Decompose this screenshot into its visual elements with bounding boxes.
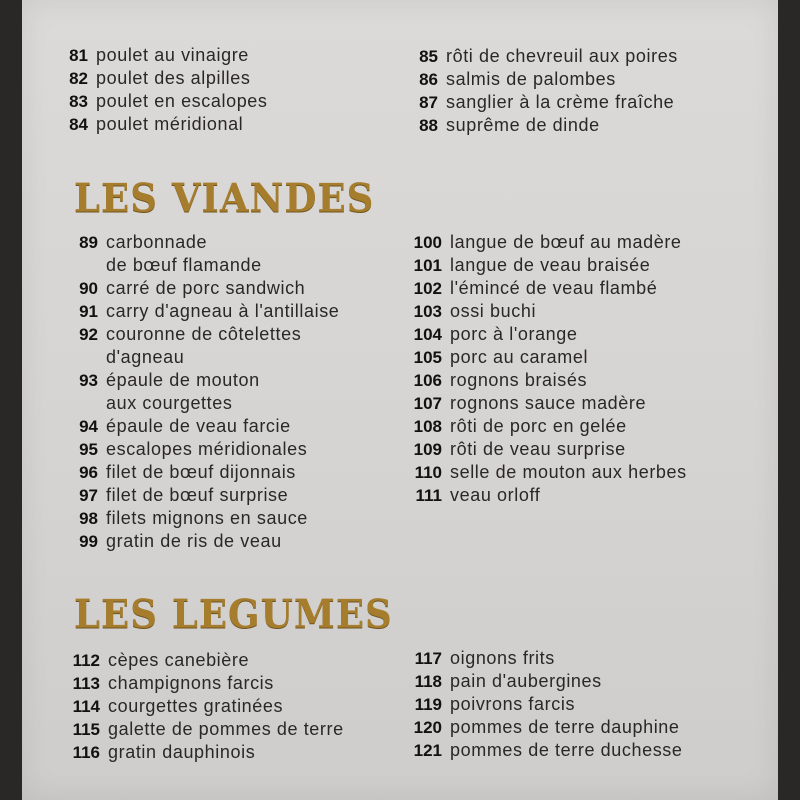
recipe-number: 118 — [414, 672, 442, 691]
recipe-index-row — [22, 739, 683, 762]
recipe-number: 88 — [419, 116, 438, 135]
recipe-index-row — [22, 647, 683, 670]
recipe-title: poulet des alpilles — [96, 68, 251, 88]
recipe-title: courgettes gratinées — [108, 696, 284, 716]
recipe-index-row — [22, 300, 687, 323]
recipe-number: 93 — [79, 371, 98, 390]
recipe-title: de bœuf flamande — [106, 255, 262, 275]
recipe-title: rôti de chevreuil aux poires — [446, 46, 678, 66]
recipe-title: couronne de côtelettes — [106, 324, 302, 344]
recipe-number: 115 — [72, 720, 100, 739]
recipe-title: gratin de ris de veau — [106, 531, 282, 551]
recipe-number: 114 — [72, 697, 100, 716]
recipe-number: 94 — [79, 417, 98, 436]
recipe-index-row — [22, 716, 683, 739]
recipe-title: poulet méridional — [96, 114, 244, 134]
recipe-index-row — [22, 254, 687, 277]
recipe-number: 112 — [72, 651, 100, 670]
recipe-index-row — [22, 530, 339, 553]
recipe-number: 95 — [79, 440, 98, 459]
recipe-number: 96 — [79, 463, 98, 482]
recipe-title: poulet en escalopes — [96, 91, 268, 111]
recipe-number: 108 — [413, 417, 442, 436]
recipe-title: oignons frits — [450, 648, 555, 668]
recipe-number: 120 — [413, 718, 442, 737]
recipe-title: épaule de veau farcie — [106, 416, 291, 436]
recipe-title: aux courgettes — [106, 393, 233, 413]
top-right-list — [22, 45, 678, 137]
recipe-title: champignons farcis — [108, 673, 274, 693]
recipe-title: suprême de dinde — [446, 115, 600, 135]
recipe-index-row — [22, 277, 687, 300]
recipe-title: poulet au vinaigre — [96, 45, 249, 65]
recipe-number: 105 — [413, 348, 442, 367]
recipe-number: 97 — [79, 486, 98, 505]
recipe-title: cèpes canebière — [108, 650, 250, 670]
recipe-title: galette de pommes de terre — [108, 719, 344, 739]
recipe-title: selle de mouton aux herbes — [450, 462, 687, 482]
recipe-index-row — [22, 461, 687, 484]
recipe-title: ossi buchi — [450, 301, 537, 321]
recipe-title: salmis de palombes — [446, 69, 616, 89]
recipe-number: 110 — [414, 463, 442, 482]
recipe-number: 100 — [413, 233, 442, 252]
recipe-number: 116 — [72, 743, 100, 762]
recipe-title: épaule de mouton — [106, 370, 260, 390]
recipe-index-row — [22, 323, 687, 346]
recipe-number: 99 — [79, 532, 98, 551]
recipe-title: langue de bœuf au madère — [450, 232, 682, 252]
recipe-title: poivrons farcis — [450, 694, 576, 714]
recipe-title: carry d'agneau à l'antillaise — [106, 301, 340, 321]
recipe-title: pommes de terre duchesse — [450, 740, 683, 760]
recipe-index-row — [22, 68, 678, 91]
recipe-number: 85 — [419, 47, 438, 66]
recipe-title: rôti de veau surprise — [450, 439, 626, 459]
recipe-title: gratin dauphinois — [108, 742, 256, 762]
recipe-index-row — [22, 114, 678, 137]
recipe-title: porc au caramel — [450, 347, 589, 367]
recipe-index-row — [22, 670, 683, 693]
recipe-number: 101 — [413, 256, 442, 275]
recipe-number: 103 — [413, 302, 442, 321]
recipe-number: 107 — [413, 394, 442, 413]
recipe-title: d'agneau — [106, 347, 185, 367]
recipe-number: 113 — [72, 674, 100, 693]
recipe-title: filets mignons en sauce — [106, 508, 308, 528]
recipe-title: carré de porc sandwich — [106, 278, 306, 298]
recipe-number: 98 — [79, 509, 98, 528]
recipe-title: langue de veau braisée — [450, 255, 651, 275]
recipe-index-row — [22, 346, 687, 369]
recipe-title: rognons braisés — [450, 370, 588, 390]
recipe-index-row — [22, 438, 687, 461]
recipe-number: 106 — [413, 371, 442, 390]
book-page — [22, 0, 778, 800]
recipe-title: filet de bœuf dijonnais — [106, 462, 296, 482]
recipe-index-row — [22, 369, 687, 392]
recipe-number: 83 — [69, 92, 88, 111]
recipe-index-row — [22, 231, 687, 254]
recipe-title: filet de bœuf surprise — [106, 485, 289, 505]
recipe-number: 109 — [413, 440, 442, 459]
recipe-index-row — [22, 392, 687, 415]
recipe-title: pommes de terre dauphine — [450, 717, 680, 737]
recipe-number: 82 — [69, 69, 88, 88]
recipe-number: 92 — [79, 325, 98, 344]
recipe-index-row — [22, 484, 687, 507]
section-heading-viandes: LES VIANDES — [74, 174, 375, 222]
recipe-number: 121 — [413, 741, 442, 760]
recipe-title: sanglier à la crème fraîche — [446, 92, 675, 112]
recipe-number: 86 — [419, 70, 438, 89]
recipe-index-row — [22, 91, 678, 114]
recipe-index-row — [22, 507, 339, 530]
recipe-index-row — [22, 693, 683, 716]
recipe-number: 90 — [79, 279, 98, 298]
legumes-right-list — [22, 647, 683, 762]
recipe-title: rôti de porc en gelée — [450, 416, 627, 436]
recipe-number: 91 — [79, 302, 98, 321]
section-heading-legumes: LES LEGUMES — [74, 590, 393, 638]
viandes-right-list — [22, 231, 687, 507]
recipe-number: 117 — [414, 649, 442, 668]
recipe-title: carbonnade — [106, 232, 208, 252]
recipe-title: l'émincé de veau flambé — [450, 278, 658, 298]
recipe-number: 87 — [419, 93, 438, 112]
recipe-index-row — [22, 415, 687, 438]
recipe-title: pain d'aubergines — [450, 671, 602, 691]
recipe-number: 102 — [413, 279, 442, 298]
recipe-title: veau orloff — [450, 485, 541, 505]
recipe-number: 119 — [414, 695, 442, 714]
recipe-number: 89 — [79, 233, 98, 252]
recipe-number: 84 — [69, 115, 88, 134]
recipe-title: rognons sauce madère — [450, 393, 647, 413]
recipe-index-row — [22, 45, 678, 68]
recipe-number: 81 — [69, 46, 88, 65]
recipe-number: 111 — [415, 486, 442, 505]
recipe-title: porc à l'orange — [450, 324, 578, 344]
recipe-title: escalopes méridionales — [106, 439, 308, 459]
recipe-number: 104 — [413, 325, 442, 344]
